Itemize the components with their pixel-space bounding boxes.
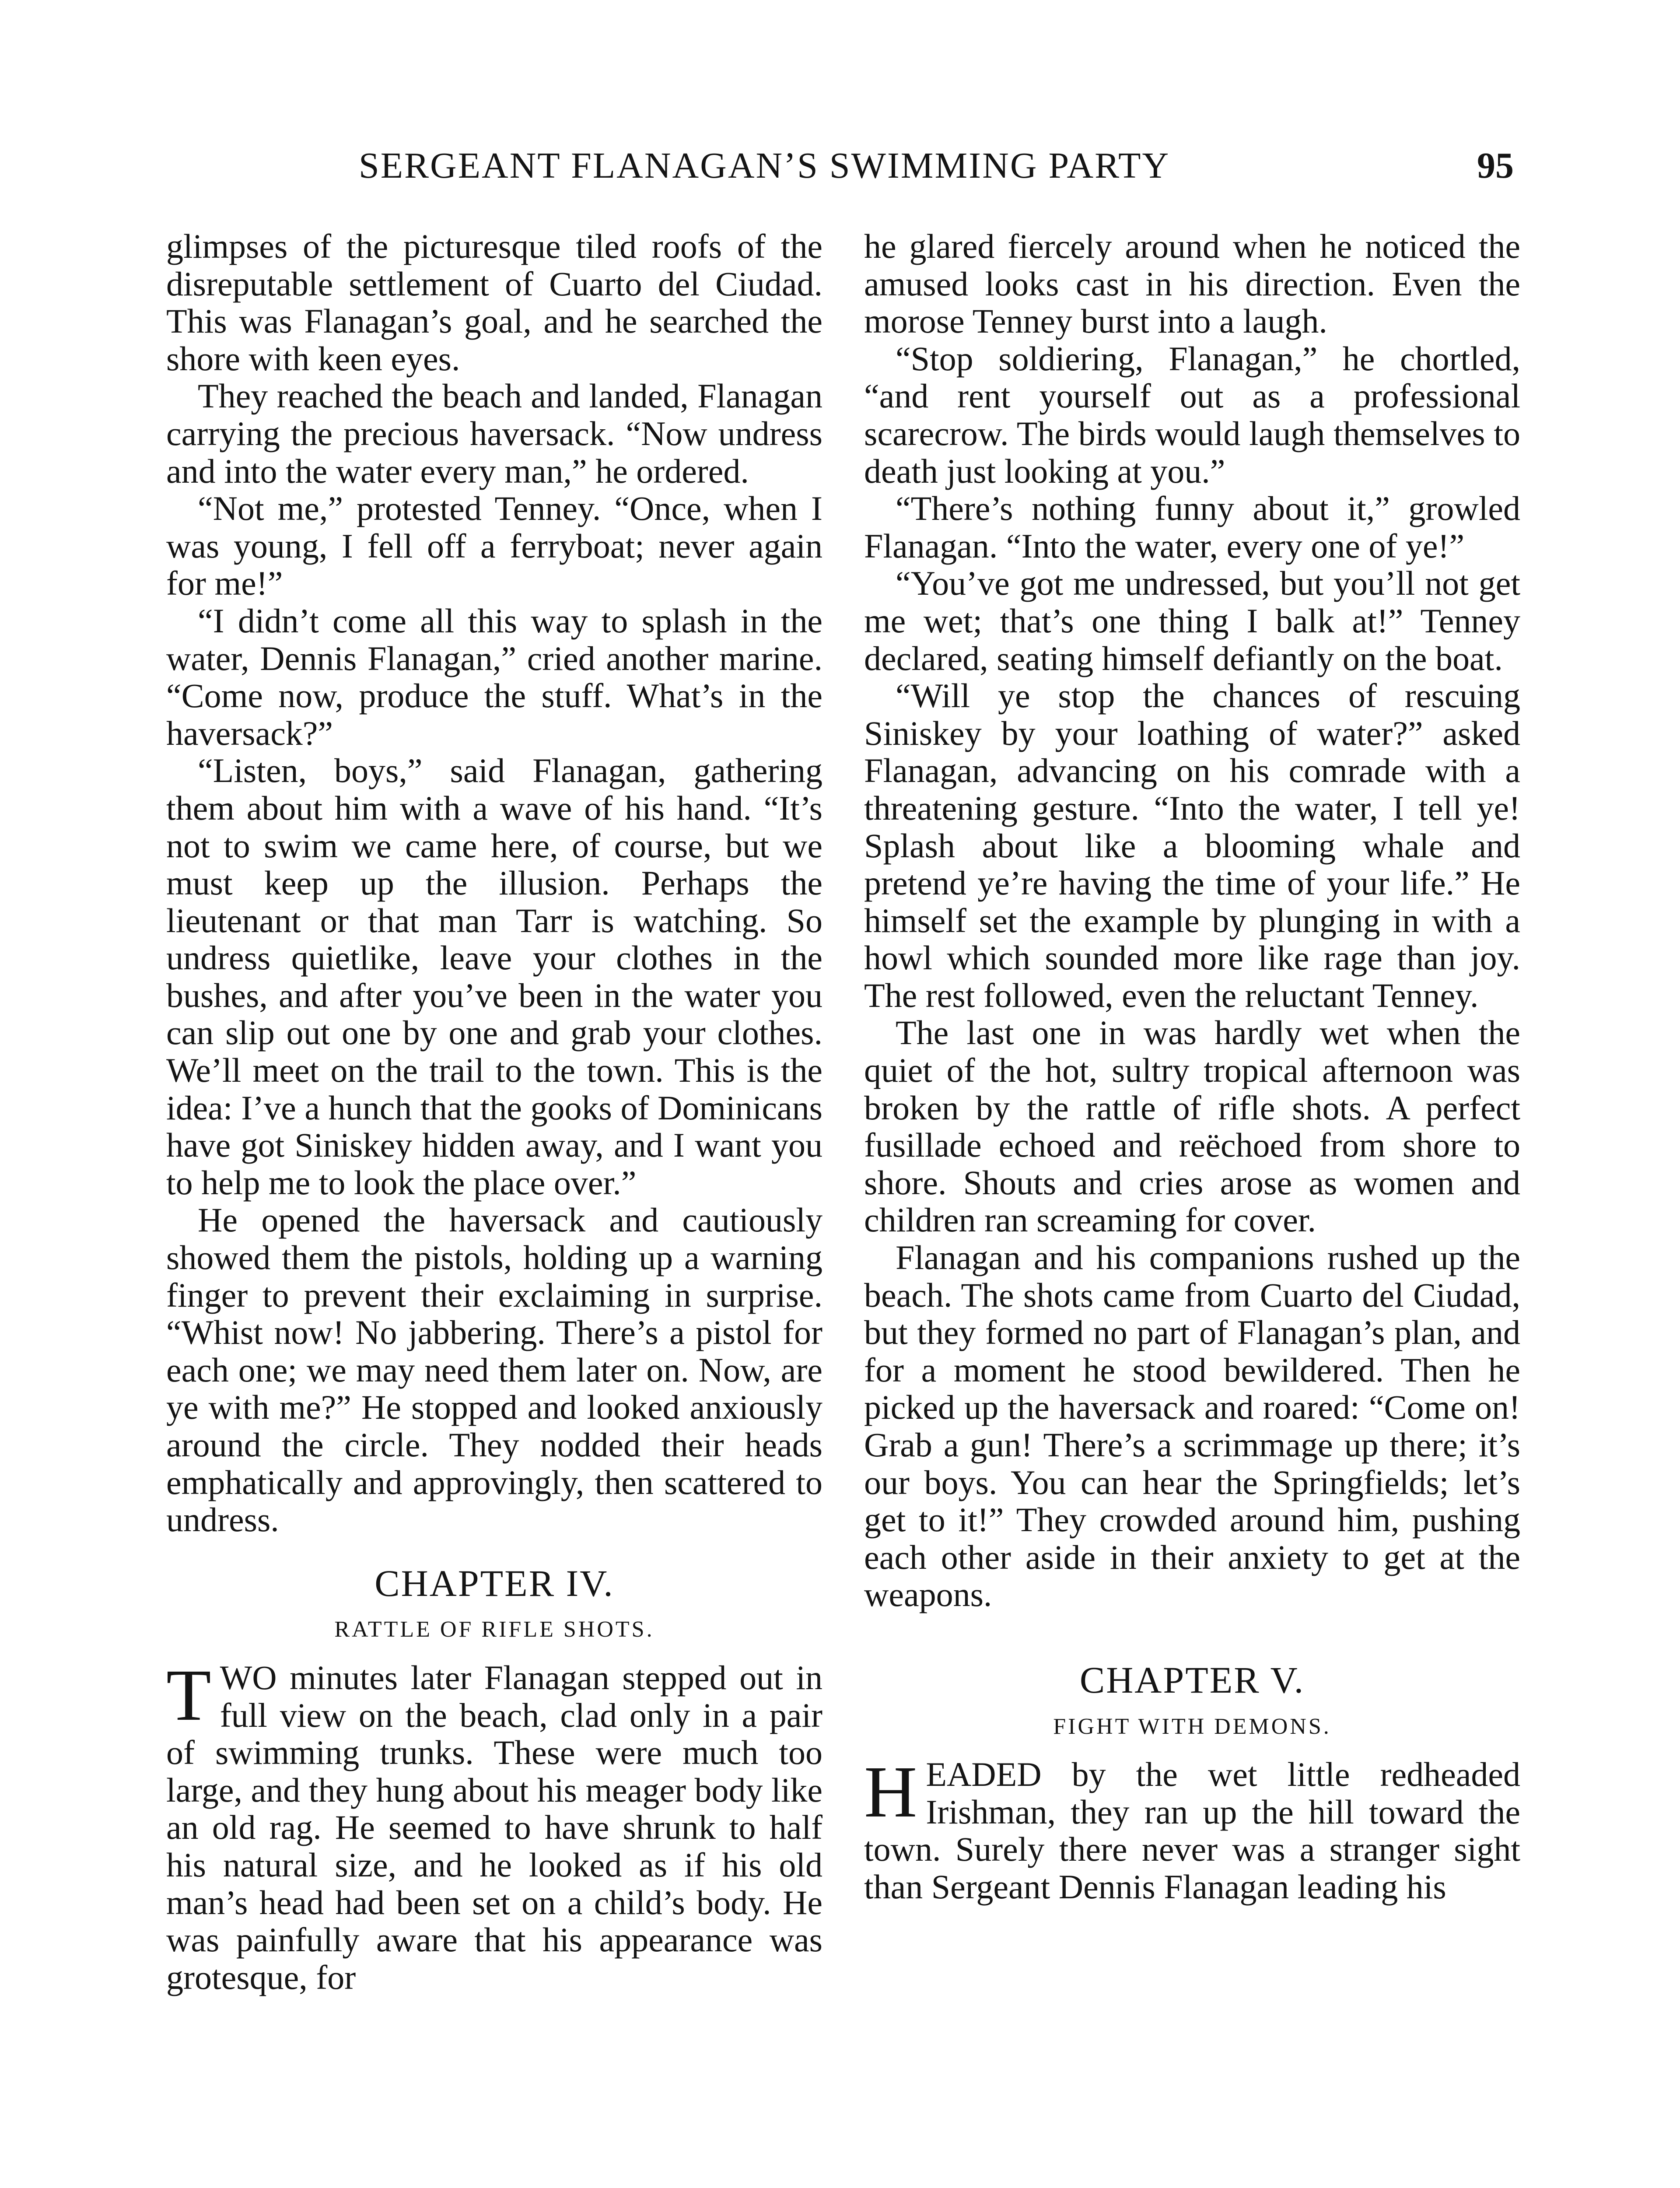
page-number: 95 [1477, 145, 1514, 186]
left-paragraph-7-text: WO minutes later Flanagan stepped out in full view on the beach, clad only in a pair of swimming trunks. These were much too large, and they hung about his meager body like an old rag. He seemed to have shrunk to half his natural size, and he looked as if his old man’s head had been set on a child’s body. He was painfully aware that his appearance was grotesque, for [166, 1658, 822, 1996]
right-paragraph-2: “Stop soldiering, Flanagan,” he chortled, “and rent yourself out as a professional scarecrow. The birds would laugh themselves to death just looking at you.” [864, 339, 1520, 490]
right-paragraph-5: “Will ye stop the chances of rescuing Siniskey by your loathing of water?” asked Flanagan, advancing on his comrade with a threatening gesture. “Into the water, I tell ye! Splash about like a blooming whale and pretend ye’re having the time of your life.” He himself set the example by plunging in with a howl which sounded more like rage than joy. The rest followed, even the reluctant Tenney. [864, 677, 1520, 1014]
right-paragraph-8-text: EADED by the wet little redheaded Irishman, they ran up the hill toward the town. Surely there never was a stranger sight than Sergeant Dennis Flanagan leading his [864, 1755, 1520, 1906]
right-paragraph-3: “There’s nothing funny about it,” growled Flanagan. “Into the water, every one of ye!” [864, 489, 1520, 565]
running-head [166, 144, 1514, 193]
left-paragraph-7 [166, 1654, 822, 1996]
right-paragraph-8 [864, 1751, 1520, 1906]
running-title: SERGEANT FLANAGAN’S SWIMMING PARTY [359, 145, 1170, 186]
chapter-subtitle-5: FIGHT WITH DEMONS. [1053, 1714, 1331, 1739]
chapter-subtitle-4: RATTLE OF RIFLE SHOTS. [334, 1617, 654, 1642]
right-paragraph-6: The last one in was hardly wet when the quiet of the hot, sultry tropical afternoon was broken by the rattle of rifle shots. A perfect fusillade echoed and reëchoed from shore to shore. Shouts and cries arose as women and children ran screaming for cover. [864, 1013, 1520, 1239]
left-paragraph-1: glimpses of the picturesque tiled roofs of the disreputable settlement of Cuarto del Ciudad. This was Flanagan’s goal, and he searched the shore with keen eyes. [166, 227, 822, 378]
right-paragraph-4: “You’ve got me undressed, but you’ll not get me wet; that’s one thing I balk at!” Tenney declared, seating himself defiantly on the boat. [864, 564, 1520, 677]
drop-cap-t: T [166, 1654, 211, 1736]
chapter-heading-4: CHAPTER IV. [374, 1562, 614, 1604]
drop-cap-h: H [864, 1751, 917, 1833]
right-paragraph-7: Flanagan and his companions rushed up the beach. The shots came from Cuarto del Ciudad, but they formed no part of Flanagan’s plan, and for a moment he stood bewildered. Then he picked up the haversack and roared: “Come on! Grab a gun! There’s a scrimmage up there; it’s our boys. You can hear the Springfields; let’s get to it!” They crowded around him, pushing each other aside in their anxiety to get at the weapons. [864, 1238, 1520, 1614]
left-paragraph-3: “Not me,” protested Tenney. “Once, when I was young, I fell off a ferryboat; never again for me!” [166, 489, 822, 603]
left-paragraph-4: “I didn’t come all this way to splash in the water, Dennis Flanagan,” cried another marine. “Come now, produce the stuff. What’s in the haversack?” [166, 601, 822, 752]
right-column [864, 228, 1520, 1906]
left-paragraph-5: “Listen, boys,” said Flanagan, gathering them about him with a wave of his hand. “It’s not to swim we came here, of course, but we must keep up the illusion. Perhaps the lieutenant or that man Tarr is watching. So undress quietlike, leave your clothes in the bushes, and after you’ve been in the water you can slip out one by one and grab your clothes. We’ll meet on the trail to the town. This is the idea: I’ve a hunch that the gooks of Dominicans have got Siniskey hidden away, and I want you to help me to look the place over.” [166, 751, 822, 1202]
chapter-heading-5: CHAPTER V. [1079, 1659, 1305, 1701]
left-paragraph-6: He opened the haversack and cautiously showed them the pistols, holding up a warning finger to prevent their exclaiming in surprise. “Whist now! No jabbering. There’s a pistol for each one; we may need them later on. Now, are ye with me?” He stopped and looked anxiously around the circle. They nodded their heads emphatically and approvingly, then scattered to undress. [166, 1201, 822, 1539]
left-paragraph-2: They reached the beach and landed, Flanagan carrying the precious haversack. “Now undress and into the water every man,” he ordered. [166, 377, 822, 490]
left-column [166, 228, 822, 1996]
right-paragraph-1: he glared fiercely around when he noticed the amused looks cast in his direction. Even the morose Tenney burst into a laugh. [864, 227, 1520, 340]
